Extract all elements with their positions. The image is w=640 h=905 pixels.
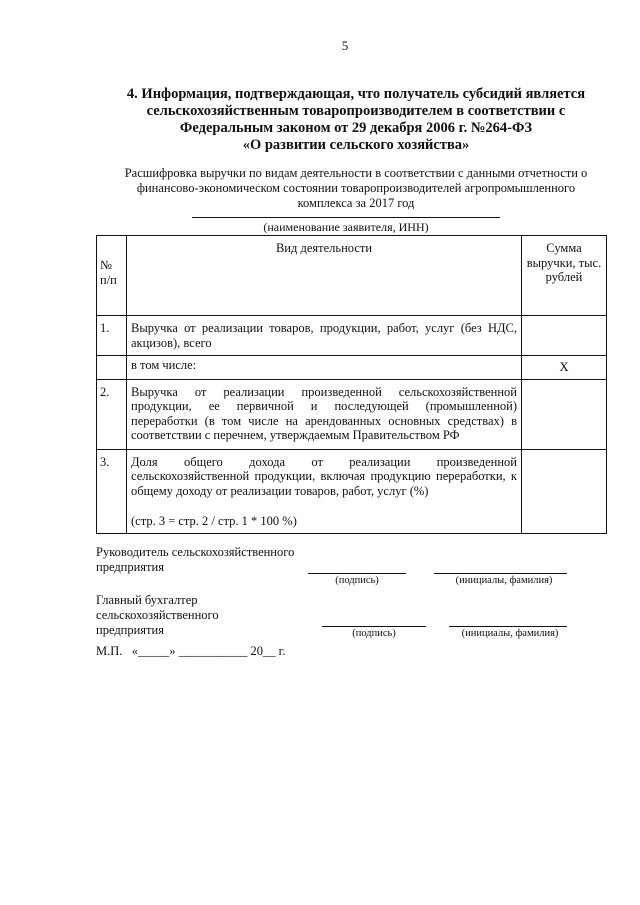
row-text: Выручка от реализации товаров, продукции, работ, услуг (без НДС, акцизов), всего [127, 316, 522, 356]
page-number: 5 [341, 38, 349, 53]
table-row [97, 356, 607, 380]
heading-line: 4. Информация, подтверждающая, что получатель субсидий является [126, 86, 586, 102]
head-signature-label [96, 545, 294, 575]
header-activity: Вид деятельности [127, 236, 522, 316]
table-row [97, 449, 607, 533]
header-number: № п/п [97, 236, 127, 316]
label-line: предприятия [96, 623, 164, 637]
stamp-date-line: М.П. «_____» ___________ 20__ г. [96, 644, 286, 658]
intro-line: финансово-экономическом состоянии товаропроизводителей агропромышленного [136, 181, 576, 195]
table-row [97, 316, 607, 356]
row-number [97, 356, 127, 380]
intro-text [96, 166, 616, 211]
label-line: предприятия [96, 560, 164, 574]
row-text: Доля общего дохода от реализации произведенной сельскохозяйственной продукции, включая продукцию переработки, к общему доходу от реализации товаров, работ, услуг (%) [131, 454, 517, 498]
row-number: 3. [97, 449, 127, 533]
head-signature-caption: (подпись) [335, 575, 379, 586]
row-sum-cell[interactable] [522, 316, 607, 356]
header-sum: Сумма выручки, тыс. рублей [522, 236, 607, 316]
row-sum-cell[interactable] [522, 379, 607, 449]
table-header-row [97, 236, 607, 316]
heading-line: Федеральным законом от 29 декабря 2006 г. №264-ФЗ [179, 120, 533, 136]
heading-line: «О развитии сельского хозяйства» [242, 137, 470, 153]
head-name-line[interactable] [434, 573, 567, 574]
accountant-signature-label [96, 593, 219, 638]
revenue-table [96, 235, 607, 534]
row-text-cell [127, 449, 522, 533]
row-number: 2. [97, 379, 127, 449]
label-line: сельскохозяйственного [96, 608, 219, 622]
section-heading [96, 86, 616, 154]
accountant-signature-caption: (подпись) [352, 628, 396, 639]
accountant-name-caption: (инициалы, фамилия) [461, 628, 559, 639]
label-line: Руководитель сельскохозяйственного [96, 545, 295, 559]
label-line: Главный бухгалтер [96, 593, 198, 607]
row-text: в том числе: [127, 356, 522, 380]
applicant-caption: (наименование заявителя, ИНН) [263, 220, 429, 234]
head-name-caption: (инициалы, фамилия) [455, 575, 553, 586]
row-sum-cell: Х [522, 356, 607, 380]
accountant-signature-line[interactable] [322, 626, 426, 627]
row-number: 1. [97, 316, 127, 356]
heading-line: сельскохозяйственным товаропроизводителем в соответствии с [146, 103, 566, 119]
intro-line: комплекса за 2017 год [297, 196, 415, 210]
table-row [97, 379, 607, 449]
applicant-name-line[interactable] [192, 217, 500, 218]
head-signature-line[interactable] [308, 573, 406, 574]
accountant-name-line[interactable] [449, 626, 567, 627]
intro-line: Расшифровка выручки по видам деятельности в соответствии с данными отчетности о [124, 166, 588, 180]
row-sum-cell[interactable] [522, 449, 607, 533]
row-formula: (стр. 3 = стр. 2 / стр. 1 * 100 %) [131, 514, 297, 528]
row-text: Выручка от реализации произведенной сельскохозяйственной продукции, ее первичной и последующей (промышленной) переработки (в том числе на арендованных основных средствах) в соответствии с перечнем, утверждаемым Правительством РФ [127, 379, 522, 449]
